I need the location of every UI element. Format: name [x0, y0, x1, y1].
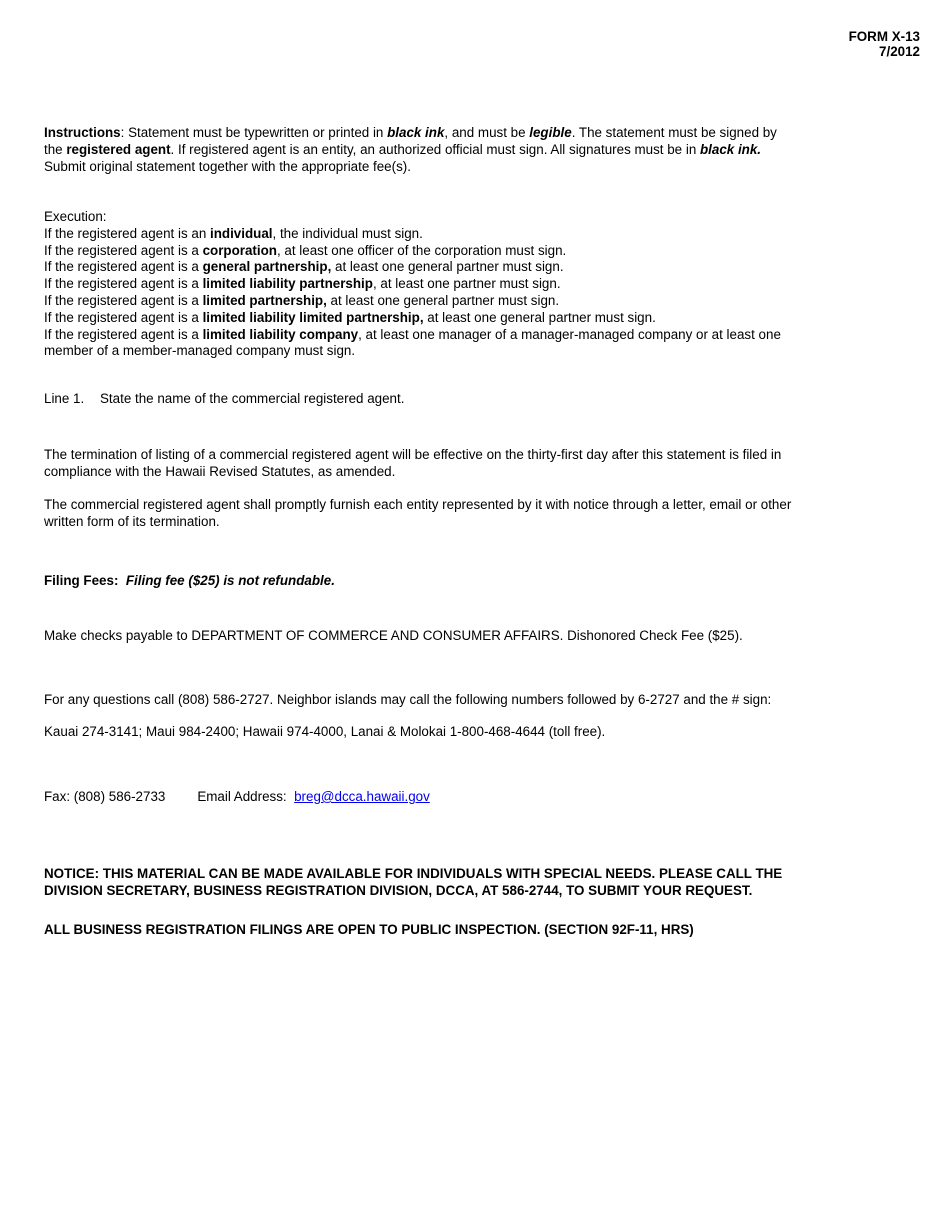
execution-section [44, 209, 844, 360]
email-link[interactable]: breg@dcca.hawaii.gov [294, 789, 430, 804]
special-needs-notice: NOTICE: THIS MATERIAL CAN BE MADE AVAILABLE FOR INDIVIDUALS WITH SPECIAL NEEDS. PLEASE CALL THE DIVISION SECRETARY, BUSINESS REGISTRATION DIVISION, DCCA, AT 586-2744, TO SUBMIT YOUR REQUEST. [44, 866, 783, 898]
filing-fees-text: Filing fee ($25) is not refundable. [125, 573, 335, 588]
filing-fees [44, 573, 844, 590]
checks-payable: Make checks payable to DEPARTMENT OF COMMERCE AND CONSUMER AFFAIRS. Dishonored Check Fee ($25). [44, 628, 743, 643]
form-identifier [849, 29, 920, 59]
execution-row: If the registered agent is a limited liability limited partnership, at least one general partner must sign. [44, 309, 656, 325]
execution-row: If the registered agent is a corporation, at least one officer of the corporation must sign. [44, 242, 567, 258]
emphasis-registered-agent: registered agent [66, 141, 171, 157]
instructions-section [44, 125, 844, 175]
emphasis-black-ink: black ink [387, 125, 445, 140]
instructions-line-1: Instructions: Statement must be typewritten or printed in black ink, and must be legible. The statement must be signed by [44, 125, 777, 140]
questions-line: For any questions call (808) 586-2727. Neighbor islands may call the following numbers followed by 6-2727 and the # sign: [44, 692, 772, 707]
form-revision-date: 7/2012 [879, 44, 920, 59]
line-number: Line 1. [44, 391, 85, 406]
form-number: FORM X-13 [848, 29, 920, 44]
instructions-label: Instructions [44, 125, 121, 140]
line-1-instruction [44, 391, 844, 408]
execution-row: If the registered agent is a limited liability company, at least one manager of a manager-managed company or at least one [44, 326, 781, 342]
public-inspection-notice: ALL BUSINESS REGISTRATION FILINGS ARE OPEN TO PUBLIC INSPECTION. (SECTION 92F-11, HRS) [44, 922, 694, 937]
termination-paragraph: The termination of listing of a commercial registered agent will be effective on the thirty-first day after this statement is filed in compliance with the Hawaii Revised Statutes, as amended. [44, 447, 782, 479]
island-numbers: Kauai 274-3141; Maui 984-2400; Hawaii 974-4000, Lanai & Molokai 1-800-468-4644 (toll free). [44, 724, 606, 739]
instructions-line-3: Submit original statement together with the appropriate fee(s). [44, 158, 411, 174]
fax-email-line [44, 789, 844, 806]
email-label: Email Address: [197, 789, 287, 804]
emphasis-black-ink-2: black ink. [700, 141, 762, 157]
instructions-line-2: the registered agent. If registered agent is an entity, an authorized official must sign. All signatures must be in black ink. [44, 141, 762, 157]
execution-row: If the registered agent is a general partnership, at least one general partner must sign. [44, 259, 564, 275]
execution-row: If the registered agent is a limited liability partnership, at least one partner must sign. [44, 276, 561, 292]
execution-row: If the registered agent is an individual, the individual must sign. [44, 225, 423, 241]
execution-heading: Execution: [44, 209, 107, 224]
notice-paragraph: The commercial registered agent shall promptly furnish each entity represented by it with notice through a letter, email or other written form of its termination. [44, 497, 792, 529]
fax-number: Fax: (808) 586-2733 [44, 789, 166, 804]
filing-fees-label: Filing Fees: [44, 573, 119, 588]
execution-last-line: member of a member-managed company must sign. [44, 343, 356, 359]
line-1-text: State the name of the commercial registered agent. [100, 391, 405, 406]
emphasis-legible: legible [529, 125, 572, 140]
execution-row: If the registered agent is a limited partnership, at least one general partner must sign. [44, 292, 560, 308]
